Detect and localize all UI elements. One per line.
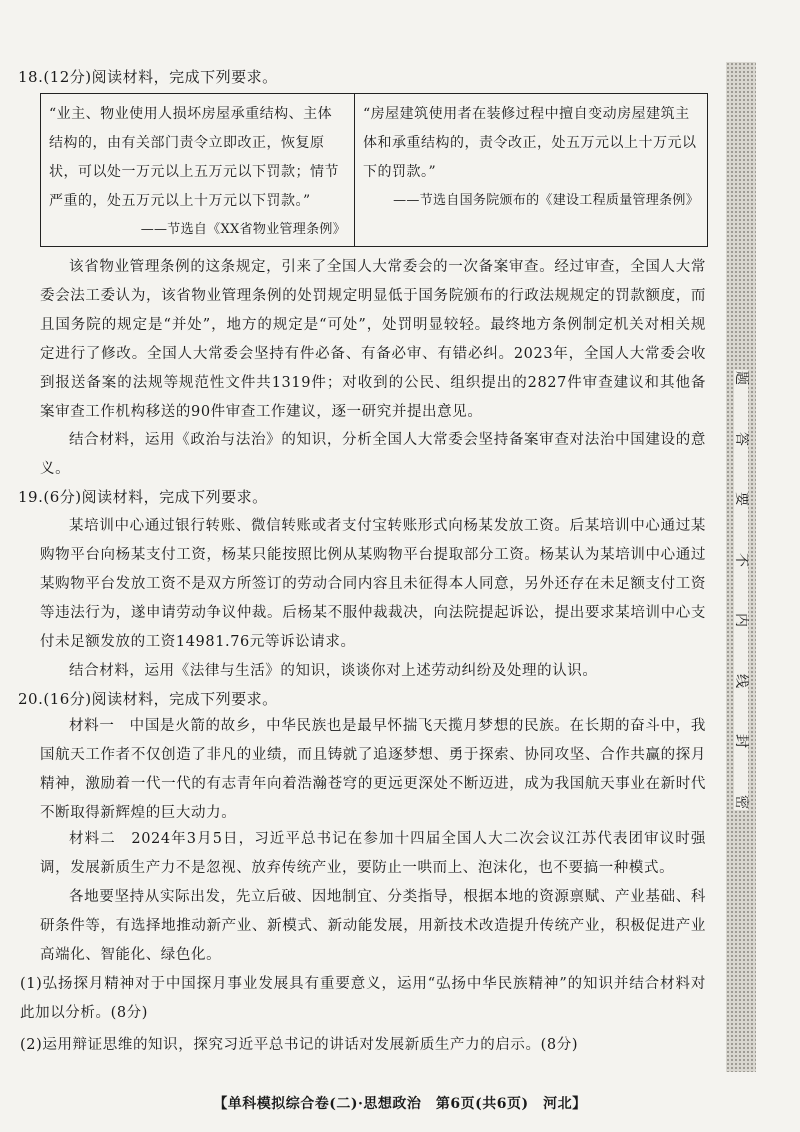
- q19-material-paragraph: 某培训中心通过银行转账、微信转账或者支付宝转账形式向杨某发放工资。后某培训中心通过某购物平台向杨某支付工资，杨某只能按照比例从某购物平台提取部分工资。杨某认为某培训中心通过某购物平台发放工资不是双方所签订的劳动合同内容且未征得本人同意，另外还存在未足额支付工资等违法行为，遂申请劳动争议仲裁。后杨某不服仲裁裁决，向法院提起诉讼，提出要求某培训中心支付未足额发放的工资14981.76元等诉讼请求。: [40, 518, 706, 650]
- q18-right-quote: “房屋建筑使用者在装修过程中擅自变动房屋建筑主体和承重结构的，责令改正，处五万元以上十万元以下的罚款。”: [363, 106, 697, 180]
- q20-heading: 20.(16分)阅读材料，完成下列要求。: [18, 690, 278, 708]
- q20-task-2: (2)运用辩证思维的知识，探究习近平总书记的讲话对发展新质生产力的启示。(8分): [20, 1037, 579, 1053]
- q18-left-cell: [41, 94, 355, 246]
- q18-right-source: ——节选自国务院颁布的《建设工程质量管理条例》: [393, 193, 699, 208]
- q20-task-1: (1)弘扬探月精神对于中国探月事业发展具有重要意义，运用“弘扬中华民族精神”的知识并结合材料对此加以分析。(8分): [20, 976, 706, 1021]
- strip-char: 密: [733, 794, 749, 809]
- strip-char: 线: [733, 673, 749, 688]
- q18-right-cell: [355, 94, 707, 246]
- binding-strip-notice: [734, 370, 748, 810]
- strip-char: 内: [733, 613, 749, 628]
- q18-task: 结合材料，运用《政治与法治》的知识，分析全国人大常委会坚持备案审查对法治中国建设的意义。: [40, 432, 706, 477]
- strip-char: 要: [733, 492, 749, 507]
- strip-char: 答: [733, 431, 749, 446]
- strip-char: 封: [733, 734, 749, 749]
- q20-material-two: 材料二 2024年3月5日，习近平总书记在参加十四届全国人大二次会议江苏代表团审议时强调，发展新质生产力不是忽视、放弃传统产业，要防止一哄而上、泡沫化，也不要搞一种模式。: [40, 831, 706, 876]
- q19-task: 结合材料，运用《法律与生活》的知识，谈谈你对上述劳动纠纷及处理的认识。: [69, 663, 598, 679]
- q18-material-paragraph: 该省物业管理条例的这条规定，引来了全国人大常委会的一次备案审查。经过审查，全国人大常委会法工委认为，该省物业管理条例的处罚规定明显低于国务院颁布的行政法规规定的罚款额度，而且国务院的规定是“并处”，地方的规定是“可处”，处罚明显较轻。最终地方条例制定机关对相关规定进行了修改。全国人大常委会坚持有件必备、有备必审、有错必纠。2023年，全国人大常委会收到报送备案的法规等规范性文件共1319件；对收到的公民、组织提出的2827件审查建议和其他备案审查工作机构移送的90件审查工作建议，逐一研究并提出意见。: [40, 259, 706, 420]
- q20-material-one: 材料一 中国是火箭的故乡，中华民族也是最早怀揣飞天揽月梦想的民族。在长期的奋斗中，我国航天工作者不仅创造了非凡的业绩，而且铸就了追逐梦想、勇于探索、协同攻坚、合作共赢的探月精神，激励着一代一代的有志青年向着浩瀚苍穹的更远更深处不断迈进，成为我国航天事业在新时代不断取得新辉煌的巨大动力。: [40, 718, 706, 821]
- q18-left-source: ——节选自《XX省物业管理条例》: [140, 222, 346, 237]
- q18-quote-table: [40, 93, 708, 247]
- q18-left-quote: “业主、物业使用人损坏房屋承重结构、主体结构的，由有关部门责令立即改正，恢复原状，可以处一万元以上五万元以下罚款；情节严重的，处五万元以上十万元以下罚款。”: [49, 106, 339, 209]
- strip-char: 题: [733, 371, 749, 385]
- q19-heading: 19.(6分)阅读材料，完成下列要求。: [18, 488, 268, 506]
- strip-char: 不: [733, 552, 749, 567]
- q18-heading: 18.(12分)阅读材料，完成下列要求。: [18, 68, 278, 86]
- q20-material-two-continued: 各地要坚持从实际出发，先立后破、因地制宜、分类指导，根据本地的资源禀赋、产业基础、科研条件等，有选择地推动新产业、新模式、新动能发展，用新技术改造提升传统产业，积极促进产业高端化、智能化、绿色化。: [40, 889, 706, 963]
- page-footer: 【单科模拟综合卷(二)·思想政治 第6页(共6页) 河北】: [213, 1096, 587, 1112]
